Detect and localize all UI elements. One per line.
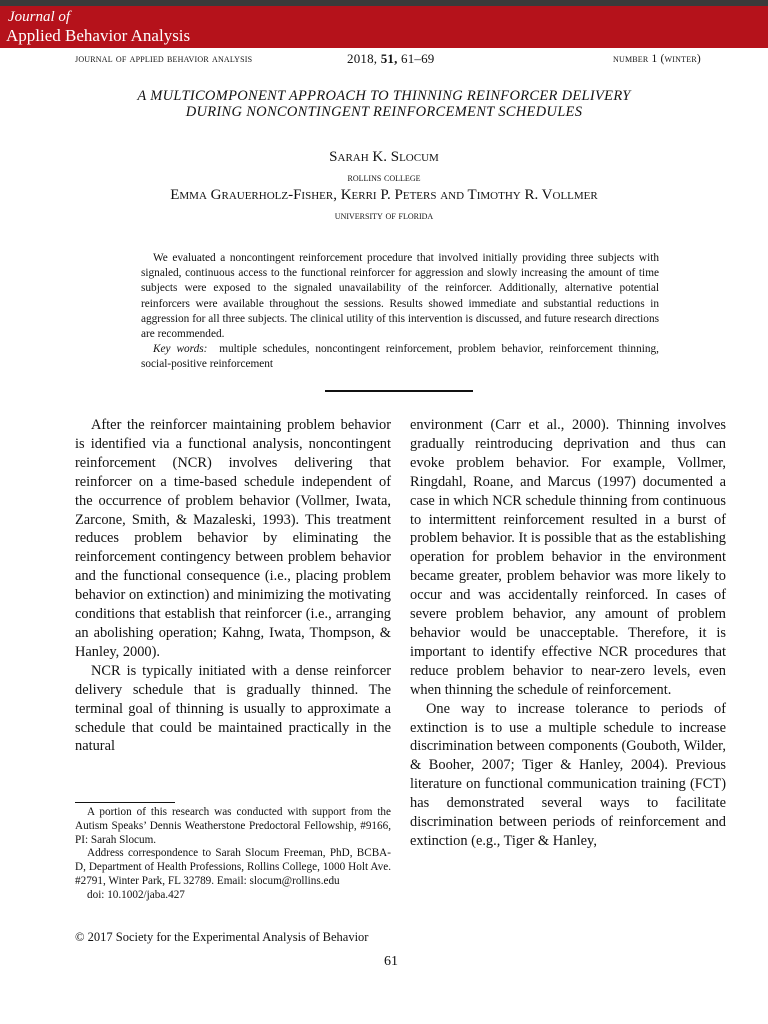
article-title: A MULTICOMPONENT APPROACH TO THINNING REINFORCER DELIVERY DURING NONCONTINGENT REINFORCEMENT SCHEDULES — [137, 88, 631, 120]
keywords-label: Key words: — [153, 343, 208, 356]
body-paragraph: After the reinforcer maintaining problem behavior is identified via a functional analysis, noncontingent reinforcement (NCR) involves delivering that reinforcer on a time-based schedule independent of the occurrence of problem behavior (Vollmer, Iwata, Zarcone, Smith, & Mazaleski, 1993). This treatment reduces problem behavior by eliminating the reinforcement contingency between problem behavior and the functional consequence (i.e., placing problem behavior on extinction) and minimizing the motivating conditions that establish that reinforcer (i.e., arranging an abolishing operation; Kahng, Iwata, Thompson, & Hanley, 2000). — [75, 417, 391, 660]
author-1: Sarah K. Slocum — [329, 149, 439, 165]
body-column-left — [75, 416, 391, 756]
body-column-right — [410, 416, 726, 851]
body-paragraph: NCR is typically initiated with a dense reinforcer delivery schedule that is gradually thinned. The terminal goal of thinning is usually to approximate a schedule that could be maintained practically in the natural — [75, 662, 391, 755]
running-head-journal: journal of applied behavior analysis — [75, 53, 253, 65]
footnote-funding: A portion of this research was conducted with support from the Autism Speaks’ Dennis Weatherstone Predoctoral Fellowship, #9166, PI: Sarah Slocum. — [75, 806, 391, 846]
citation-year: 2018, — [347, 51, 381, 66]
running-head-issue: number 1 (winter) — [613, 53, 701, 65]
citation-pages: 61–69 — [397, 51, 435, 66]
abstract-text: We evaluated a noncontingent reinforcement procedure that involved initially providing three subjects with signaled, continuous access to the functional reinforcer for aggression and slowly increasing the amount of time subjects were exposed to the signaled unavailability of the reinforcer. Additionally, alternative potential reinforcers were available throughout the sessions. Results showed immediate and substantial reductions in aggression for all three subjects. The clinical utility of this intervention is discussed, and future research directions are recommended. — [141, 252, 659, 341]
affiliation-1: rollins college — [347, 172, 421, 184]
abstract — [141, 251, 659, 373]
running-head-citation — [347, 51, 435, 67]
keywords-list: multiple schedules, noncontingent reinforcement, problem behavior, reinforcement thinning, social-positive reinforcement — [141, 343, 659, 371]
body-paragraph: environment (Carr et al., 2000). Thinning involves gradually reintroducing deprivation and thus can evoke problem behavior. For example, Vollmer, Ringdahl, Roane, and Marcus (1997) documented a case in which NCR schedule thinning from continuous to intermittent reinforcement resulted in a burst of problem behavior. It is possible that as the establishing operation for problem behavior in the environment became greater, problem behavior was more likely to occur and was accidentally reinforced. In cases of severe problem behavior, any amount of problem behavior would be unacceptable. Therefore, it is important to identify effective NCR procedures that reduce problem behavior to near-zero levels, even when thinning the schedule of reinforcement. — [410, 417, 726, 698]
author-2: Emma Grauerholz-Fisher, Kerri P. Peters and Timothy R. Vollmer — [170, 187, 598, 203]
footnote-correspondence: Address correspondence to Sarah Slocum Freeman, PhD, BCBA-D, Department of Health Professions, Rollins College, 1000 Holt Ave. #2791, Winter Park, FL 32789. Email: slocum@rollins.edu — [75, 847, 391, 887]
citation-volume: 51, — [380, 51, 398, 66]
footnote-rule — [75, 802, 175, 803]
body-paragraph: One way to increase tolerance to periods of extinction is to use a multiple schedule to increase discrimination between components (Gouboth, Wilder, & Booher, 2007; Tiger & Hanley, 2004). Previous literature on functional communication training (FCT) has demonstrated several ways to facilitate discrimination between periods of reinforcement and extinction (e.g., Tiger & Hanley, — [410, 700, 726, 849]
journal-logo — [0, 6, 768, 48]
copyright: © 2017 Society for the Experimental Analysis of Behavior — [75, 930, 369, 944]
keywords — [141, 342, 659, 372]
affiliation-2: university of florida — [334, 210, 434, 222]
journal-logo-line2: Applied Behavior Analysis — [6, 26, 191, 45]
section-divider — [325, 390, 473, 392]
page-number: 61 — [384, 954, 398, 969]
journal-logo-line1: Journal of — [8, 9, 71, 25]
footnote-doi: doi: 10.1002/jaba.427 — [87, 888, 185, 901]
footnotes — [75, 806, 391, 903]
